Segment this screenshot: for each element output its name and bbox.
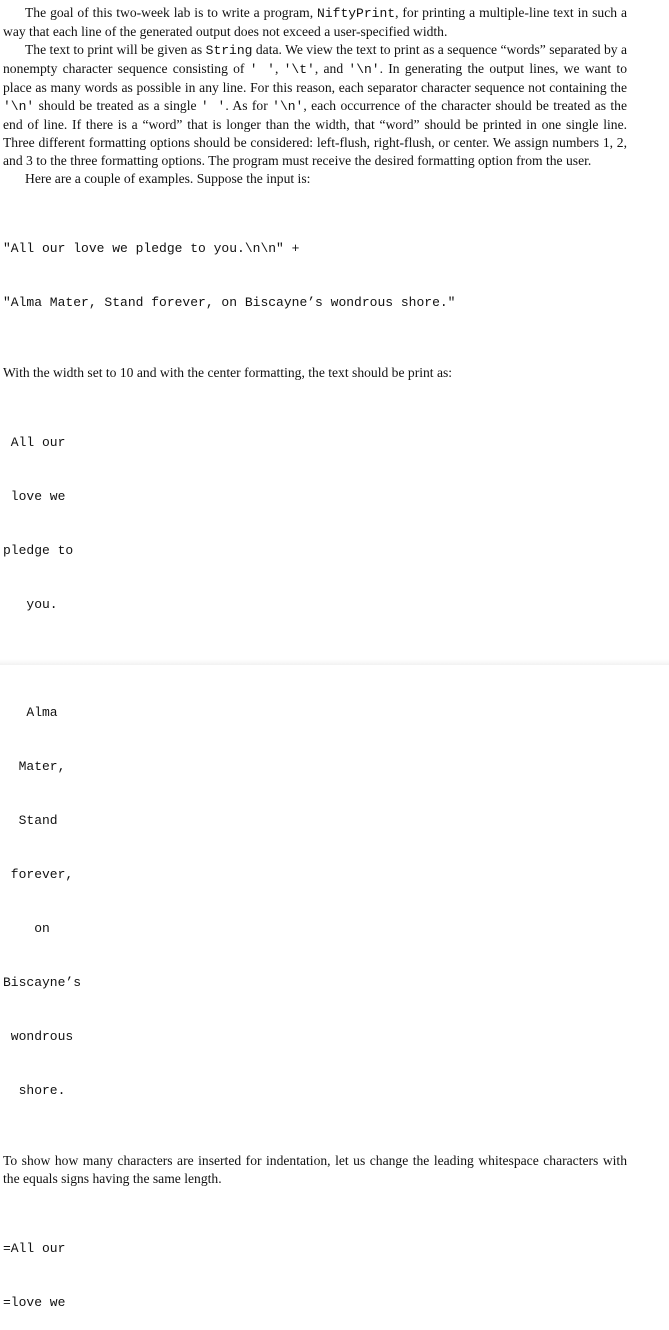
spacer	[3, 1136, 627, 1152]
output-line: pledge to	[3, 543, 74, 558]
output-line: on	[3, 921, 50, 936]
text-run: , for printing a multiple-line text in such a way that each line of the generated output does not exceed a user-specified width.	[3, 5, 627, 39]
inline-code: '\n'	[272, 99, 304, 114]
spacer	[3, 382, 627, 398]
text-run: , and	[314, 61, 349, 76]
code-line: "All our love we pledge to you.\n\n" +	[3, 241, 300, 256]
text-run: . As for	[225, 98, 273, 113]
output-line: you.	[3, 597, 58, 612]
output-line: wondrous	[3, 1029, 74, 1044]
paragraph-description	[3, 41, 627, 170]
inline-code: String	[205, 43, 253, 58]
output-line: love we	[3, 489, 66, 504]
text-run: . In generating the output lines, we want to place as many words as possible in any line. For this reason, each separator character sequence not containing the	[3, 61, 627, 95]
spacer	[3, 348, 627, 364]
text-run: , each occurrence of the character should be treated as the end of line. If there is a “word” that is longer than the width, that “word” should be printed in one single line. Three different formatting options should be considered: left-flush, right-flush, or center. We assign numbers 1, 2, and 3 to the three formatting options. The program must receive the desired formatting option from the user.	[3, 98, 627, 168]
output-line: shore.	[3, 1083, 66, 1098]
paragraph-examples-lead: Here are a couple of examples. Suppose the input is:	[25, 171, 311, 186]
document-page	[3, 4, 627, 1330]
output-line: forever,	[3, 867, 74, 882]
inline-code: ' '	[200, 99, 226, 114]
text-run: data. We view the text to print as a sequence “words” separated by a nonempty character sequence consisting of	[3, 42, 627, 76]
centered-output-block	[3, 398, 627, 1136]
inline-code: NiftyPrint	[317, 6, 396, 21]
spacer	[3, 188, 627, 204]
text-run: ,	[274, 61, 284, 76]
output-line: Biscayne’s	[3, 975, 82, 990]
output-line: Stand	[3, 813, 58, 828]
page-bottom-edge	[0, 659, 669, 665]
paragraph-width-note: With the width set to 10 and with the center formatting, the text should be print as:	[3, 365, 453, 380]
output-line: Alma	[3, 705, 58, 720]
text-run: The text to print will be given as	[25, 42, 206, 57]
inline-code: '\n'	[348, 62, 380, 77]
equals-output-block	[3, 1204, 627, 1330]
output-line: All our	[3, 435, 66, 450]
inline-code: '\t'	[283, 62, 315, 77]
code-input-block	[3, 204, 627, 348]
output-line: =love we	[3, 1295, 66, 1310]
paragraph-intro	[3, 4, 627, 41]
output-line: =All our	[3, 1241, 66, 1256]
code-line: "Alma Mater, Stand forever, on Biscayne’s wondrous shore."	[3, 295, 456, 310]
inline-code: '\n'	[3, 99, 35, 114]
inline-code: ' '	[249, 62, 275, 77]
text-run: The goal of this two-week lab is to write a program,	[25, 5, 318, 20]
paragraph-equals-note: To show how many characters are inserted for indentation, let us change the leading whitespace characters with the equals signs having the same length.	[3, 1153, 627, 1186]
text-run: should be treated as a single	[34, 98, 201, 113]
spacer	[3, 1188, 627, 1204]
output-line: Mater,	[3, 759, 66, 774]
